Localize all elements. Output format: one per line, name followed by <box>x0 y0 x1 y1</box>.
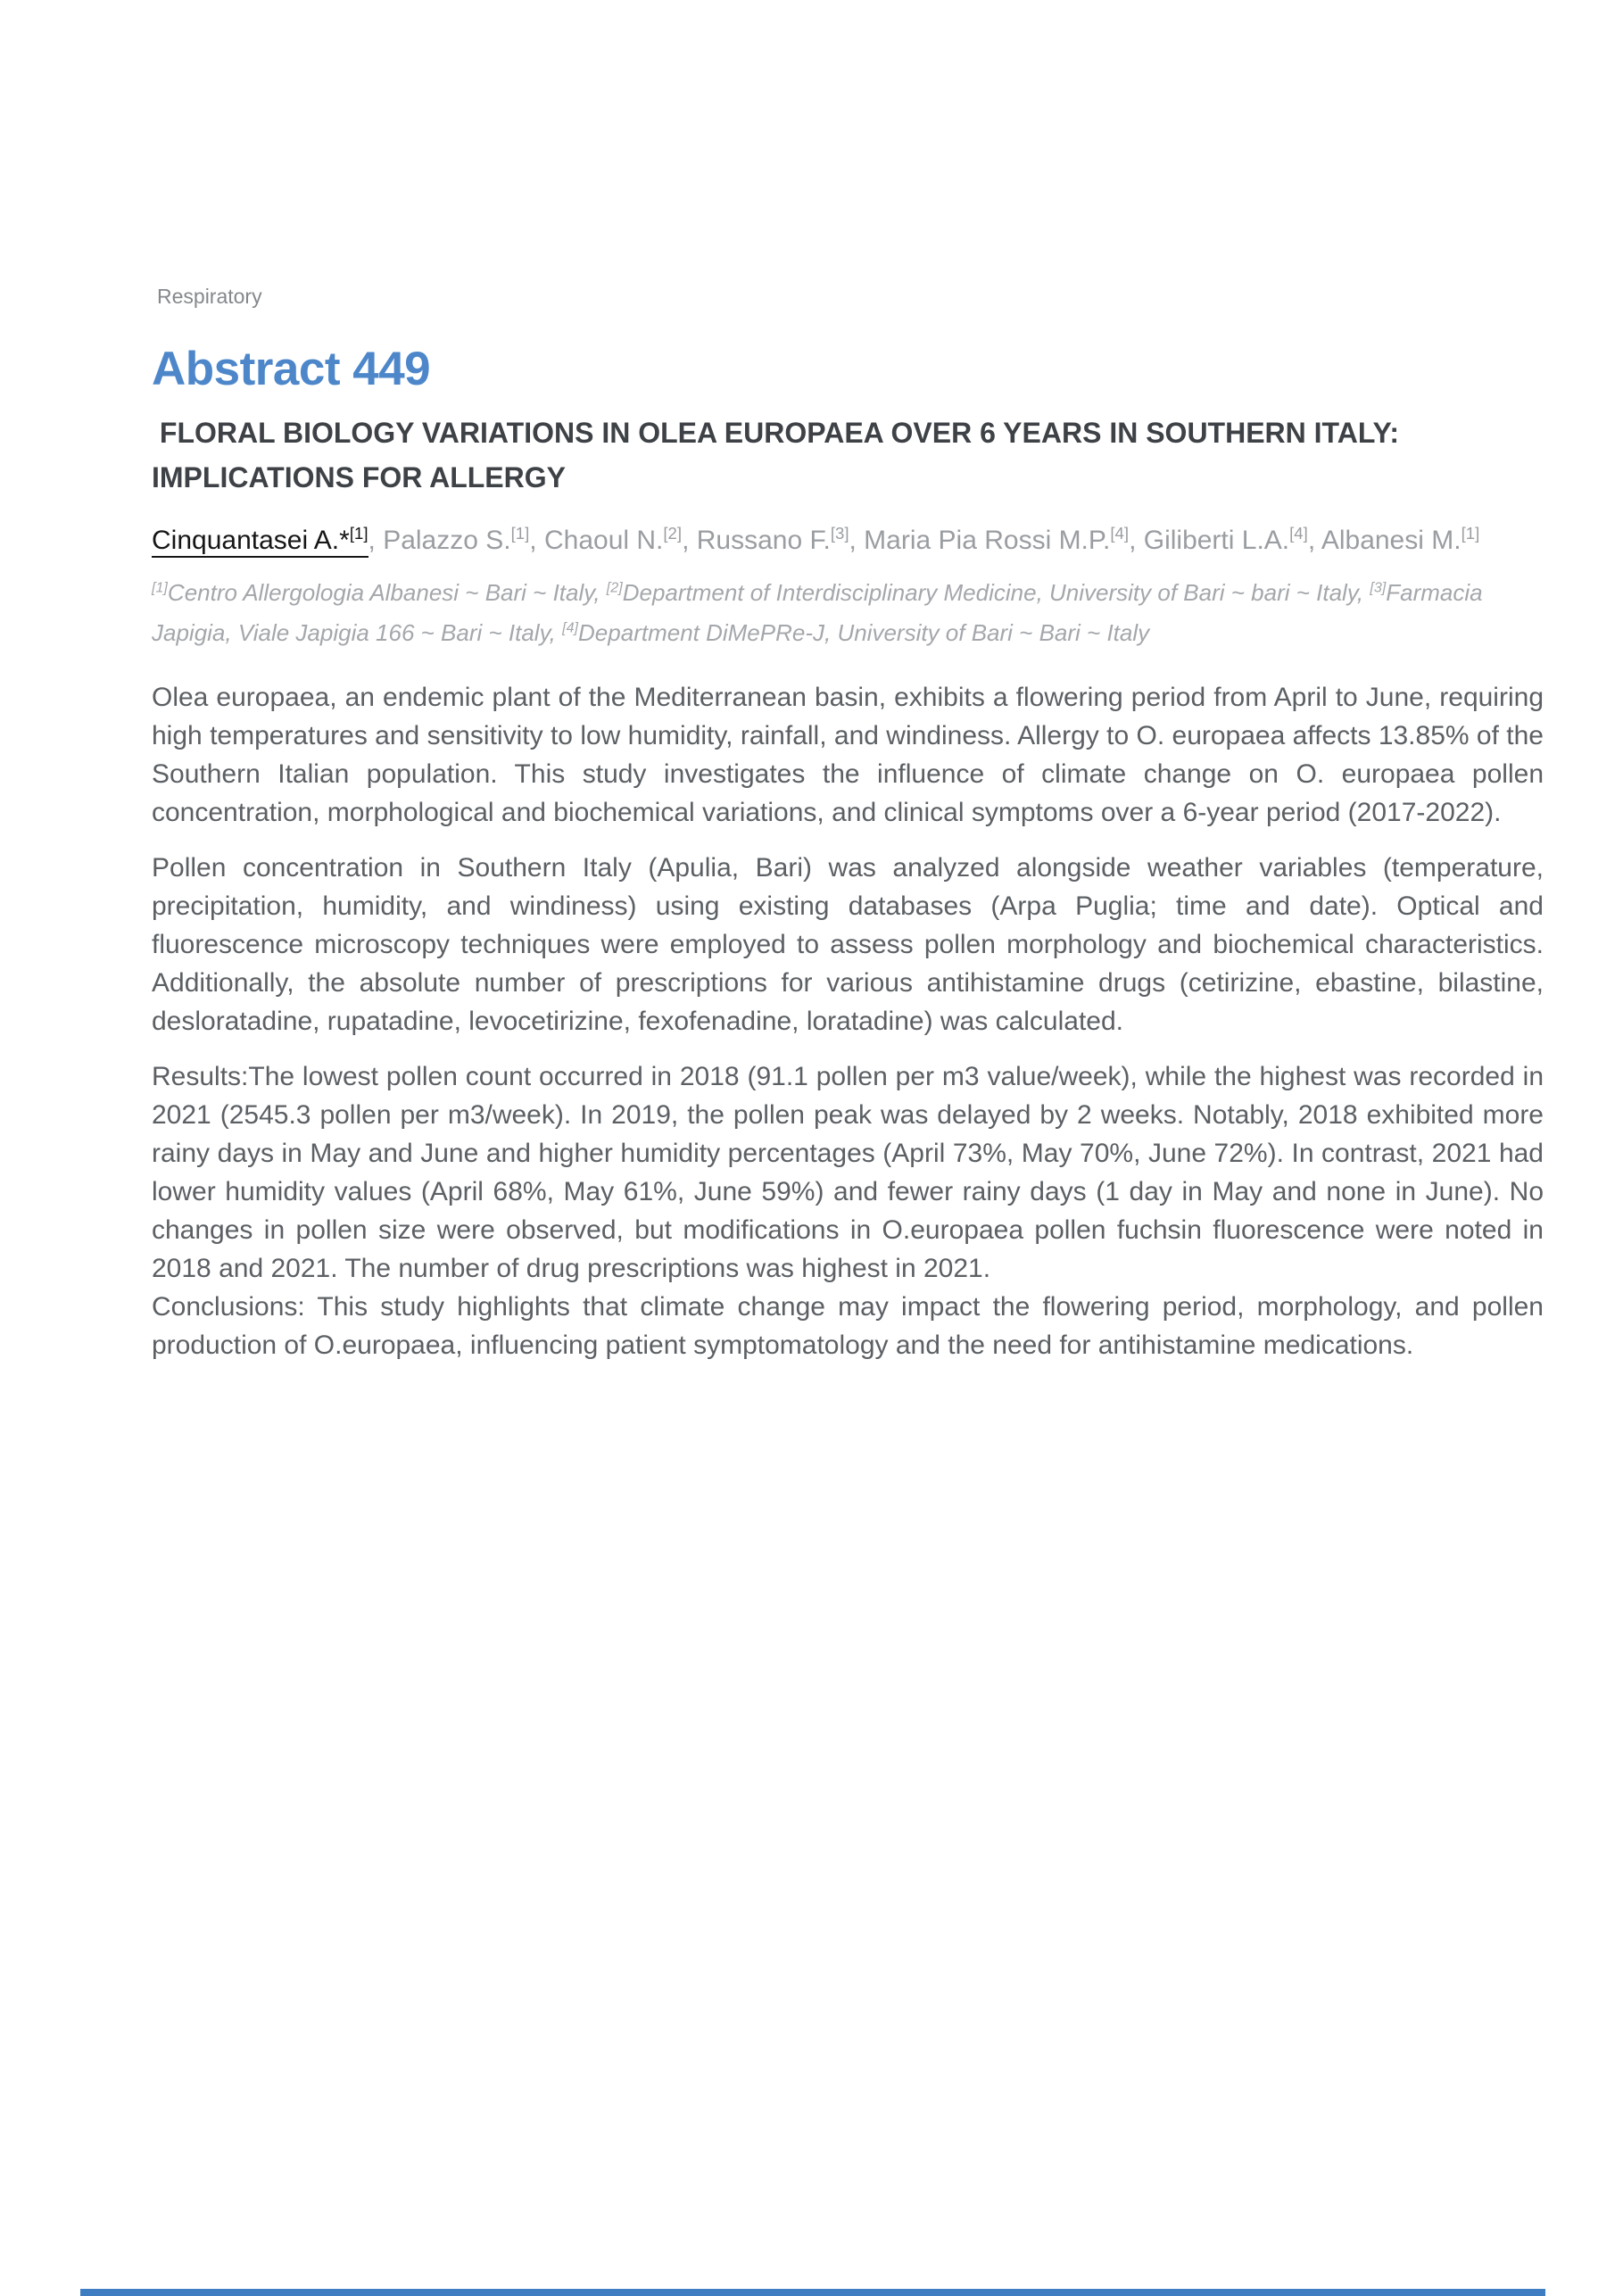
author-affiliation-ref: [1] <box>349 524 368 543</box>
bottom-blue-bar <box>80 2289 1545 2296</box>
affiliation-ref: [3] <box>1370 579 1387 596</box>
abstract-content <box>0 284 1623 1364</box>
abstract-paragraph: Results:The lowest pollen count occurred in 2018 (91.1 pollen per m3 value/week), while the highest was recorded in 2021 (2545.3 pollen per m3/week). In 2019, the pollen peak was delayed by 2 weeks. Notably, 2018 exhibited more rainy days in May and June and higher humidity percentages (April 73%, May 70%, June 72%). In contrast, 2021 had lower humidity values (April 68%, May 61%, June 59%) and fewer rainy days (1 day in May and none in June). No changes in pollen size were observed, but modifications in O.europaea pollen fuchsin fluorescence were noted in 2018 and 2021. The number of drug prescriptions was highest in 2021. <box>152 1062 1544 1283</box>
author-affiliation-ref: [4] <box>1289 524 1308 543</box>
abstract-paragraph: Conclusions: This study highlights that climate change may impact the flowering period, morphology, and pollen production of O.europaea, influencing patient symptomatology and the need for antihistamine medications. <box>152 1292 1544 1360</box>
author-affiliation-ref: [3] <box>830 524 849 543</box>
affiliation-ref: [2] <box>606 579 623 596</box>
abstract-number-heading: Abstract 449 <box>152 343 431 395</box>
author-presenting: Cinquantasei A.*[1] <box>152 526 368 558</box>
author-list: Cinquantasei A.*[1], Palazzo S.[1], Chaoul N.[2], Russano F.[3], Maria Pia Rossi M.P.[4], Giliberti L.A.[4], Albanesi M.[1] <box>152 521 1544 560</box>
author-affiliation-ref: [4] <box>1110 524 1130 543</box>
author-affiliation-ref: [1] <box>510 524 530 543</box>
affiliation-text: Farmacia Japigia, Viale Japigia 166 ~ Bari ~ Italy, <box>152 579 1483 646</box>
affiliation-text: Department of Interdisciplinary Medicine, University of Bari ~ bari ~ Italy, <box>622 579 1370 606</box>
affiliation-text: Centro Allergologia Albanesi ~ Bari ~ Italy, <box>167 579 607 606</box>
abstract-paragraph: Pollen concentration in Southern Italy (Apulia, Bari) was analyzed alongside weather variables (temperature, precipitation, humidity, and windiness) using existing databases (Arpa Puglia; time and date). Optical and fluorescence microscopy techniques were employed to assess pollen morphology and biochemical characteristics. Additionally, the absolute number of prescriptions for various antihistamine drugs (cetirizine, ebastine, bilastine, desloratadine, rupatadine, levocetirizine, fexofenadine, loratadine) was calculated. <box>152 853 1544 1036</box>
author: Chaoul N.[2] <box>543 524 683 555</box>
author: Maria Pia Rossi M.P.[4] <box>864 524 1130 555</box>
affiliation-ref: [4] <box>562 619 579 636</box>
affiliation-list <box>152 573 1544 653</box>
abstract-body <box>152 678 1544 1364</box>
affiliation-ref: [1] <box>152 579 168 596</box>
author: Palazzo S.[1] <box>383 524 530 555</box>
author-affiliation-ref: [2] <box>663 524 683 543</box>
category-label: Respiratory <box>157 285 262 308</box>
abstract-paragraph: Olea europaea, an endemic plant of the Mediterranean basin, exhibits a flowering period from April to June, requiring high temperatures and sensitivity to low humidity, rainfall, and windiness. Allergy to O. europaea affects 13.85% of the Southern Italian population. This study investigates the influence of climate change on O. europaea pollen concentration, morphological and biochemical variations, and clinical symptoms over a 6-year period (2017-2022). <box>152 683 1544 827</box>
abstract-title: FLORAL BIOLOGY VARIATIONS IN OLEA EUROPAEA OVER 6 YEARS IN SOUTHERN ITALY: IMPLICATIONS FOR ALLERGY <box>152 417 1407 493</box>
author: Russano F.[3] <box>696 524 849 555</box>
author-affiliation-ref: [1] <box>1461 524 1480 543</box>
affiliation-text: Department DiMePRe-J, University of Bari ~ Bari ~ Italy <box>578 619 1150 646</box>
author: Albanesi M.[1] <box>1321 524 1480 555</box>
author: Giliberti L.A.[4] <box>1143 524 1308 555</box>
